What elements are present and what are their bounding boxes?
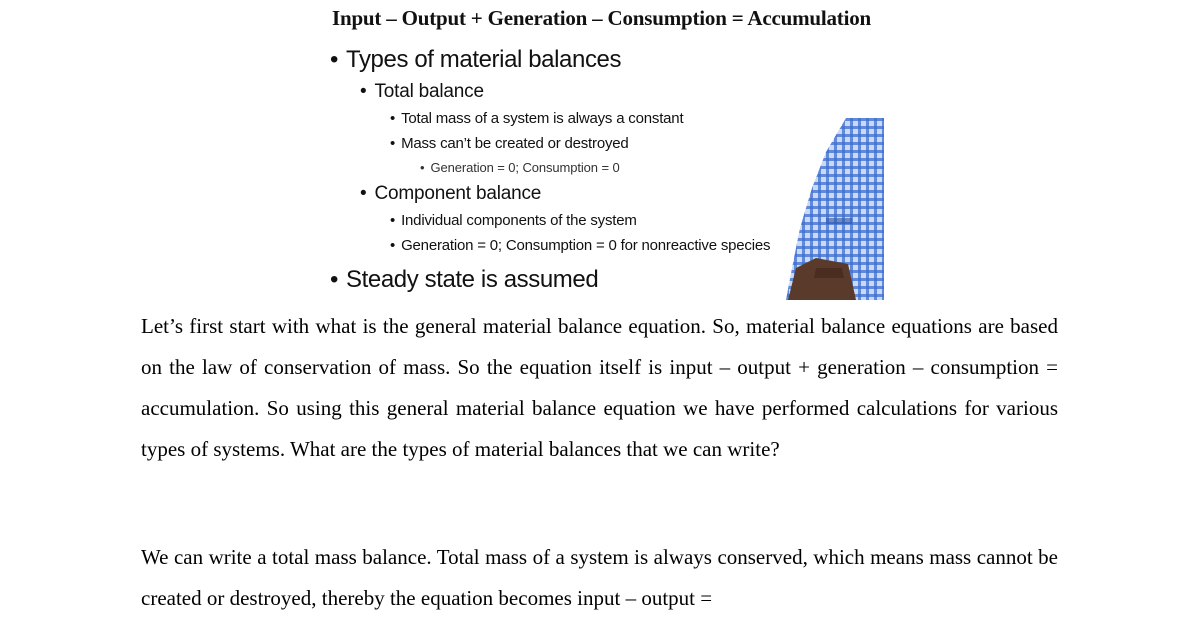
- slide-bullet-level2: • Component balance: [360, 183, 542, 204]
- slide-bullet-level2: • Total balance: [360, 81, 484, 102]
- transcript-paragraph: We can write a total mass balance. Total mass of a system is always conserved, which means mass cannot be created or destroyed, thereby the equation becomes input – output =: [141, 545, 1058, 610]
- transcript-paragraph: Let’s first start with what is the general material balance equation. So, material balance equations are based on the law of conservation of mass. So the equation itself is input – output + generation – consumption = accumulation. So using this general material balance equation we have performed calculations for various types of systems. What are the types of material balances that we can write?: [141, 314, 1058, 461]
- slide-equation: Input – Output + Generation – Consumption = Accumulation: [332, 6, 871, 30]
- slide-bullet-level3: • Mass can’t be created or destroyed: [390, 135, 629, 152]
- slide-bullet-level1: • Steady state is assumed: [330, 266, 599, 293]
- slide-bullet-level3: • Total mass of a system is always a constant: [390, 110, 684, 127]
- bullet-dot: •: [330, 266, 339, 293]
- bullet-dot: •: [360, 81, 367, 102]
- bullet-dot: •: [330, 46, 339, 73]
- slide-bullet-level1: • Types of material balances: [330, 46, 622, 73]
- bullet-dot: •: [390, 110, 396, 127]
- bullet-dot: •: [390, 212, 396, 229]
- slide-bullet-level4: • Generation = 0; Consumption = 0: [420, 160, 620, 175]
- presenter-shirt-graphic: [786, 118, 884, 300]
- bullet-dot: •: [420, 160, 425, 175]
- slide-bullet-level3: • Individual components of the system: [390, 212, 637, 229]
- bullet-dot: •: [360, 183, 367, 204]
- presenter-image: [786, 118, 884, 300]
- bullet-dot: •: [390, 237, 396, 254]
- bullet-dot: •: [390, 135, 396, 152]
- slide-bullet-level3: • Generation = 0; Consumption = 0 for nonreactive species: [390, 237, 771, 254]
